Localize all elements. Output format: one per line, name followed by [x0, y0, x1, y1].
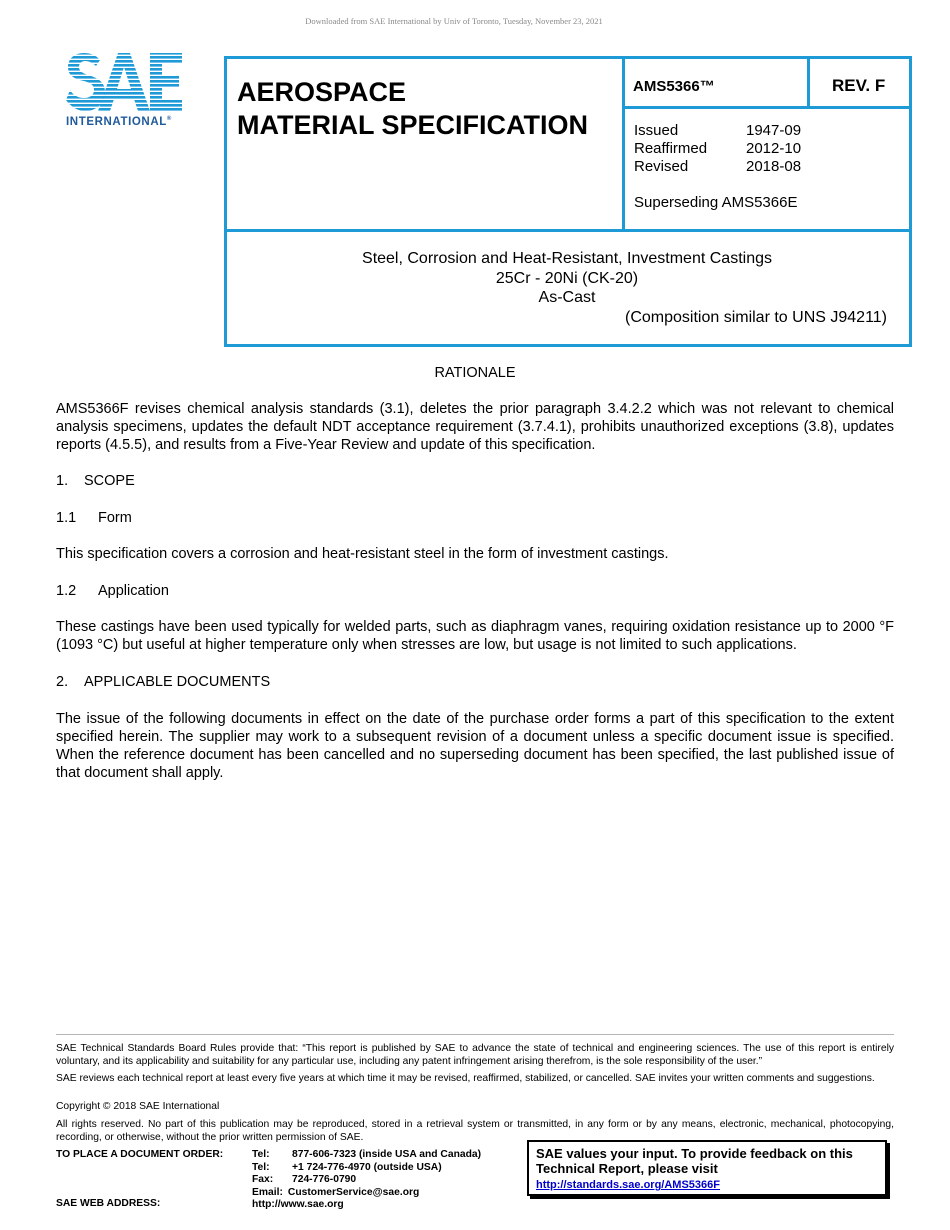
- feedback-text: SAE values your input. To provide feedback on this: [536, 1146, 853, 1161]
- section-heading-application: 1.2 Application: [56, 583, 169, 599]
- contact-row-email: Email: CustomerService@sae.org: [252, 1186, 420, 1198]
- contact-row: Fax: 724-776-0790: [252, 1174, 357, 1185]
- footer-divider: [56, 1034, 894, 1035]
- date-row-reaffirmed: Reaffirmed 2012-10: [634, 140, 802, 157]
- web-address-label: SAE WEB ADDRESS:: [56, 1198, 161, 1209]
- date-row-revised: Revised 2018-08: [634, 158, 802, 175]
- superseding-note: Superseding AMS5366E: [634, 194, 798, 211]
- applicable-documents-paragraph: The issue of the following documents in effect on the date of the purchase order forms a part of this specification to the extent specified herein. The supplier may work to a subsequent revision of a document unless a specific document issue is specified. When the reference document has been cancelled and no superseding document has been specified, the last published issue of that document shall apply.: [56, 711, 894, 781]
- web-address[interactable]: http://www.sae.org: [252, 1199, 344, 1210]
- footer-rules: SAE Technical Standards Board Rules provide that: “This report is published by SAE to advance the state of technical and engineering sciences. The use of this report is entirely voluntary, and its applicability and suitability for any particular use, including any patent infringement arising therefrom, is the sole responsibility of the user.”: [56, 1043, 894, 1067]
- order-label: TO PLACE A DOCUMENT ORDER:: [56, 1149, 224, 1160]
- feedback-text: Technical Report, please visit: [536, 1161, 718, 1176]
- footer-copyright: Copyright © 2018 SAE International: [56, 1101, 220, 1112]
- application-paragraph: These castings have been used typically for welded parts, such as diaphragm vanes, requiring oxidation resistance up to 2000 °F (1093 °C) but useful at higher temperature only when stresses are low, but usage is not limited to such applications.: [56, 619, 894, 653]
- spec-number: AMS5366™: [633, 78, 715, 95]
- logo-international: INTERNATIONAL®: [66, 116, 172, 128]
- section-heading-applicable-documents: 2. APPLICABLE DOCUMENTS: [56, 674, 271, 690]
- feedback-link[interactable]: http://standards.sae.org/AMS5366F: [536, 1179, 720, 1191]
- rationale-heading: RATIONALE: [434, 365, 516, 381]
- date-history: [634, 122, 801, 176]
- revision-label: REV. F: [832, 76, 886, 95]
- feedback-box: [527, 1140, 887, 1196]
- order-contacts: [252, 1149, 481, 1212]
- document-type-title: AEROSPACE MATERIAL SPECIFICATION: [237, 77, 588, 140]
- header-divider: [622, 106, 910, 109]
- section-heading-form: 1.1 Form: [56, 510, 132, 526]
- footer-rights: All rights reserved. No part of this publication may be reproduced, stored in a retrieval system or transmitted, in any form or by any means, electronic, mechanical, photocopying, recording, or otherwise, without the prior written permission of SAE.: [56, 1119, 894, 1143]
- section-heading-scope: 1. SCOPE: [56, 473, 135, 489]
- footer-review: SAE reviews each technical report at least every five years at which time it may be revised, reaffirmed, stabilized, or cancelled. SAE invites your written comments and suggestions.: [56, 1073, 875, 1084]
- header-divider: [224, 229, 910, 232]
- sae-logo-mark: [66, 52, 182, 112]
- header-divider: [807, 56, 810, 108]
- rationale-paragraph: AMS5366F revises chemical analysis standards (3.1), deletes the prior paragraph 3.4.2.2 which was not relevant to chemical analysis specimens, updates the default NDT acceptance requirement (3.7.4.1), prohibits unauthorized exceptions (3.8), updates reports (4.5.5), and results from a Five-Year Review and update of this specification.: [56, 401, 894, 453]
- date-row-issued: Issued 1947-09: [634, 122, 802, 139]
- contact-row: Tel: +1 724-776-4970 (outside USA): [252, 1161, 442, 1173]
- download-note: Downloaded from SAE International by Univ of Toronto, Tuesday, November 23, 2021: [305, 16, 603, 26]
- contact-row: Tel: 877-606-7323 (inside USA and Canada): [252, 1149, 482, 1160]
- spec-subject: Steel, Corrosion and Heat-Resistant, Investment Castings 25Cr - 20Ni (CK-20) As-Cast (Composition similar to UNS J94211): [362, 250, 887, 326]
- sae-logo: [66, 52, 190, 132]
- form-paragraph: This specification covers a corrosion and heat-resistant steel in the form of investment castings.: [56, 546, 669, 562]
- header-divider: [622, 56, 625, 231]
